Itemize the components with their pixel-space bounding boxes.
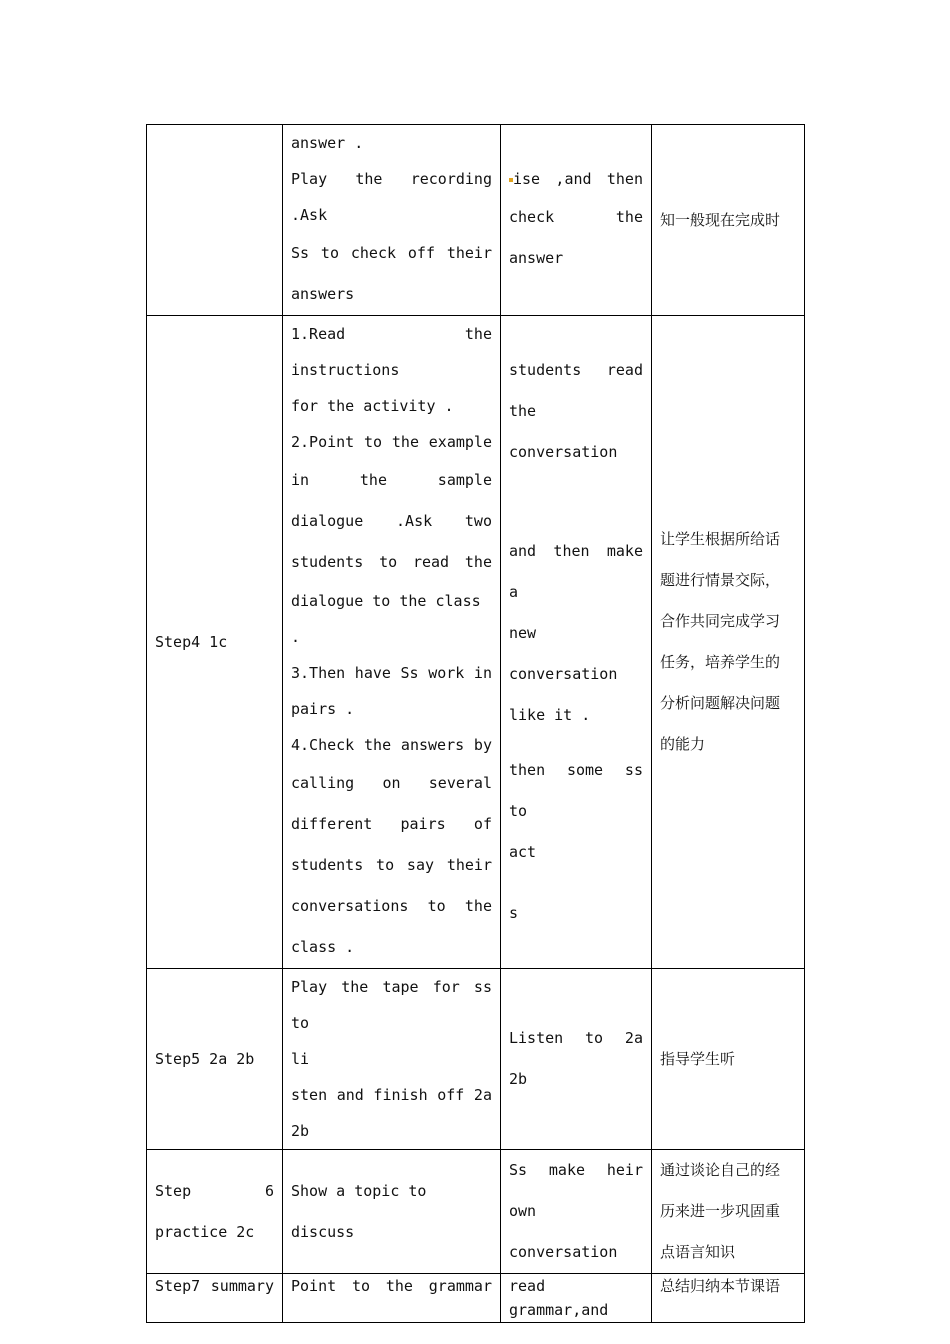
cell-text: 点语言知识 <box>660 1243 736 1261</box>
lesson-plan-table <box>146 124 805 1323</box>
cell-text: 分析问题解决问题 <box>660 694 781 712</box>
cell-text: pairs . <box>291 700 355 718</box>
cell-text: calling on several <box>291 774 492 792</box>
cell-text: dialogue .Ask two <box>291 512 492 530</box>
teacher-activity-cell <box>283 125 501 316</box>
cell-text: 4.Check the answers by <box>291 736 492 754</box>
cell-text: 1.Read the instructions <box>291 325 492 379</box>
cell-text: students to say their <box>291 856 492 874</box>
cell-text: check the answer <box>509 208 643 267</box>
cell-text: Listen to 2a 2b <box>509 1029 643 1088</box>
step-label: Step7 summary <box>155 1277 274 1295</box>
cell-text: different pairs of <box>291 815 492 833</box>
cell-text: dialogue to the class . <box>291 592 481 646</box>
step-label: Step 6 <box>155 1181 274 1200</box>
cell-text: 2.Point to the example <box>291 433 492 451</box>
cell-text: 任务，培养学生的 <box>660 653 781 671</box>
cell-text: 总结归纳本节课语 <box>660 1277 781 1295</box>
student-activity-cell <box>501 316 652 969</box>
cell-text: 通过谈论自己的经 <box>660 1161 781 1179</box>
table-row <box>147 125 805 316</box>
teacher-activity-cell <box>283 1150 501 1274</box>
cell-text: 合作共同完成学习 <box>660 612 781 630</box>
table-row <box>147 1274 805 1323</box>
cell-text: in the sample <box>291 471 492 489</box>
cell-text: Ss to check off their <box>291 244 492 262</box>
cell-text: Play the recording .Ask <box>291 170 492 224</box>
purpose-cell <box>652 1274 805 1323</box>
cell-text: like it . <box>509 706 591 724</box>
cell-text: s <box>509 904 519 922</box>
student-activity-cell <box>501 1150 652 1274</box>
student-activity-cell <box>501 1274 652 1323</box>
purpose-cell <box>652 969 805 1150</box>
cell-text: 的能力 <box>660 735 706 753</box>
cell-text: own conversation <box>509 1202 618 1261</box>
step-label: Step5 2a 2b <box>155 1049 255 1068</box>
step-cell <box>147 1274 283 1323</box>
cell-text <box>509 161 643 197</box>
cell-text: Play the tape for ss to <box>291 978 492 1032</box>
cell-text: answers <box>291 285 355 303</box>
teacher-activity-cell <box>283 969 501 1150</box>
cell-text: ise ,and then <box>513 170 643 188</box>
cell-text: Show a topic to discuss <box>291 1181 427 1241</box>
step-cell <box>147 969 283 1150</box>
step-label: practice 2c <box>155 1222 255 1241</box>
student-activity-cell <box>501 969 652 1150</box>
cell-text: Ss make heir <box>509 1161 643 1179</box>
teacher-activity-cell <box>283 316 501 969</box>
step-label: Step4 1c <box>155 632 228 651</box>
cell-text: for the activity . <box>291 397 454 415</box>
cell-text: answer . <box>291 134 364 152</box>
cell-text: read grammar,and <box>509 1277 609 1319</box>
cell-text: li <box>291 1050 310 1068</box>
table-row <box>147 316 805 969</box>
cell-text: 历来进一步巩固重 <box>660 1202 781 1220</box>
student-activity-cell <box>501 125 652 316</box>
step-cell <box>147 316 283 969</box>
table-row <box>147 969 805 1150</box>
cell-text: and then make a <box>509 542 643 601</box>
cell-text: sten and finish off 2a <box>291 1086 492 1104</box>
cell-text: 让学生根据所给话 <box>660 530 781 548</box>
cell-text: class . <box>291 938 355 956</box>
cell-text: the conversation <box>509 402 618 461</box>
cell-text: students read <box>509 361 643 379</box>
table-row <box>147 1150 805 1274</box>
step-cell <box>147 125 283 316</box>
cell-text: Point to the grammar <box>291 1277 492 1295</box>
cell-text: act <box>509 843 537 861</box>
purpose-cell <box>652 125 805 316</box>
cell-text: 3.Then have Ss work in <box>291 664 492 682</box>
cell-text: 指导学生听 <box>660 1049 736 1068</box>
cell-text: then some ss to <box>509 761 643 820</box>
teacher-activity-cell <box>283 1274 501 1323</box>
cell-text: new conversation <box>509 624 618 683</box>
cell-text: students to read the <box>291 553 492 571</box>
cell-text: conversations to the <box>291 897 492 915</box>
purpose-cell <box>652 1150 805 1274</box>
purpose-cell <box>652 316 805 969</box>
cell-text: 2b <box>291 1122 310 1140</box>
cell-text: 知一般现在完成时 <box>660 210 781 229</box>
step-cell <box>147 1150 283 1274</box>
cell-text: 题进行情景交际， <box>660 571 781 589</box>
